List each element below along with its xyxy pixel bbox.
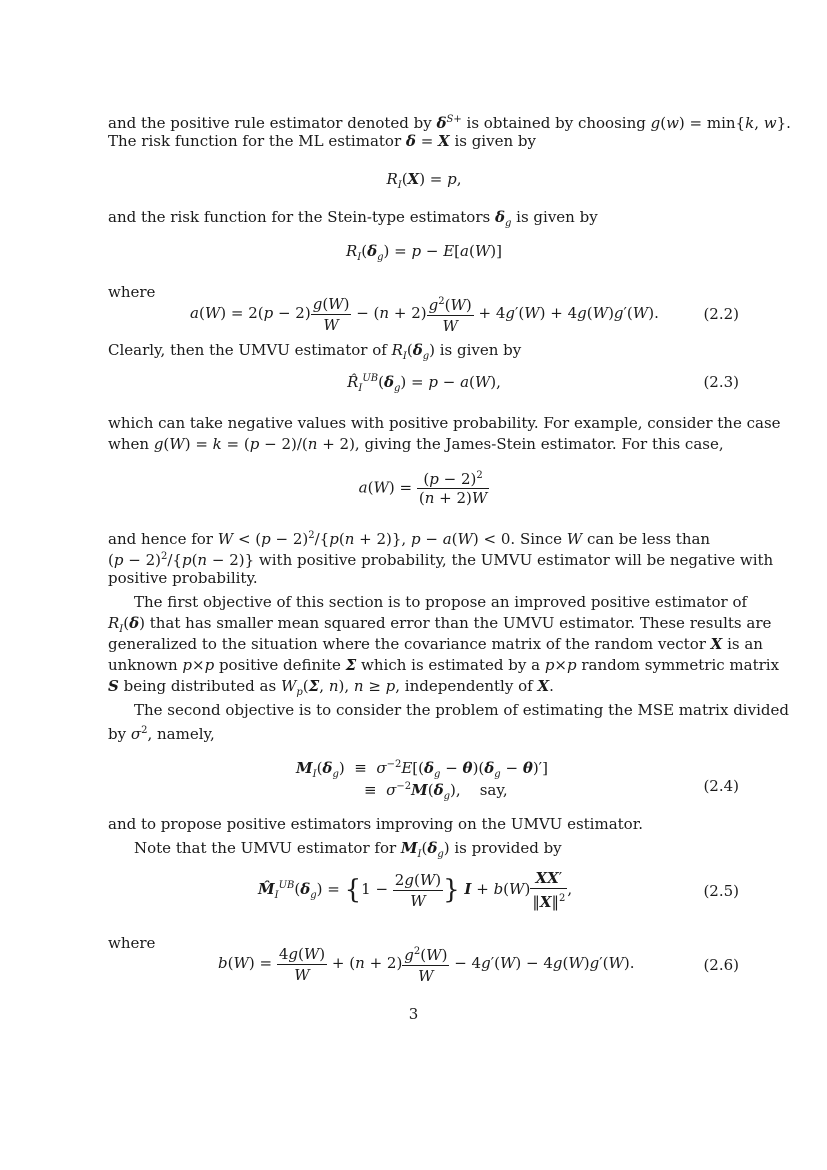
page-number: 3 (408, 1005, 419, 1023)
equation-risk-stein: $R_I(\delta_g) = p - E[a(W)]$ (346, 242, 502, 263)
equation-2-3: $R̂_I^{UB}(\delta_g) = p - a(W)$, (347, 373, 501, 394)
equation-number: (2.3) (703, 373, 739, 391)
text-line: Note that the UMVU estimator for $M_I(\delta_g)$ is provided by (134, 839, 562, 860)
text-line: by $\sigma^2$, namely, (108, 725, 215, 743)
text-line: The first objective of this section is to propose an improved positive estimator of (134, 593, 748, 611)
text-line: and the risk function for the Stein-type estimators $\delta_g$ is given by (108, 208, 598, 229)
equation-2-4-line2: ≡ $\sigma^{-2}M(\delta_g)$, say, (364, 781, 508, 802)
text-line: when g(W) = k = (p − 2)/(n + 2), giving the James-Stein estimator. For this case, (108, 435, 724, 453)
text-line: and the positive rule estimator denoted by $\delta^{S+}$ is obtained by choosing g(w) = min{k, w}. (108, 114, 791, 132)
text-line: The second objective is to consider the problem of estimating the MSE matrix divided (134, 701, 789, 719)
text-line: unknown p×p positive definite Σ which is estimated by a p×p random symmetric matrix (108, 656, 780, 674)
text-line: and to propose positive estimators improving on the UMVU estimator. (108, 815, 643, 833)
equation-2-6: b(W) = $\frac{4g(W)}{W}$ + (n + 2) $\frac{g^2(W)}{W}$ − 4g′(W) − 4g(W)g′(W). (218, 942, 635, 986)
equation-2-5: $M̂_I^{UB}(\delta_g) = \{1$ − $\frac{2g(W)}{W}$ } I + b(W) $\frac{XX'}{‖X‖^2}$ , (258, 869, 573, 911)
equation-2-2: a(W) = 2(p − 2) $\frac{g(W)}{W}$ − (n + 2) $\frac{g^2(W)}{W}$ + 4g′(W) + 4g(W)g′(W). (190, 292, 659, 336)
equation-number: (2.4) (703, 777, 739, 795)
equation-2-4-line1: $M_I(\delta_g) \equiv \sigma^{-2}E[(\delta_g - \theta)(\delta_g - \theta)']$ (296, 759, 548, 780)
equation-number: (2.2) (703, 305, 739, 323)
equation-number: (2.5) (703, 882, 739, 900)
text-line: where (108, 934, 156, 952)
text-line: positive probability. (108, 569, 258, 587)
text-line: $(p - 2)^2/\{p(n - 2)\}$ with positive probability, the UMVU estimator will be negative with (108, 551, 774, 569)
text-line: where (108, 283, 156, 301)
text-line: Clearly, then the UMVU estimator of $R_I(\delta_g)$ is given by (108, 341, 522, 362)
text-line: The risk function for the ML estimator δ = X is given by (108, 132, 536, 150)
text-line: $R_I(\delta)$ that has smaller mean squared error than the UMVU estimator. These results are (108, 614, 772, 635)
equation-number: (2.6) (703, 956, 739, 974)
text-line: and hence for $W < (p - 2)^2/\{p(n + 2)\}$, p − a(W) < 0. Since W can be less than (108, 530, 711, 548)
equation-james-stein: a(W) = $\frac{(p - 2)^2}{(n + 2)W}$ (358, 470, 488, 507)
text-line: generalized to the situation where the covariance matrix of the random vector X is an (108, 635, 763, 653)
text-line: S being distributed as $W_p(\Sigma$, n), n ≥ p, independently of X. (108, 677, 554, 698)
text-line: which can take negative values with positive probability. For example, consider the case (108, 414, 781, 432)
equation-risk-ml: $R_I(X) = p$, (386, 170, 462, 191)
